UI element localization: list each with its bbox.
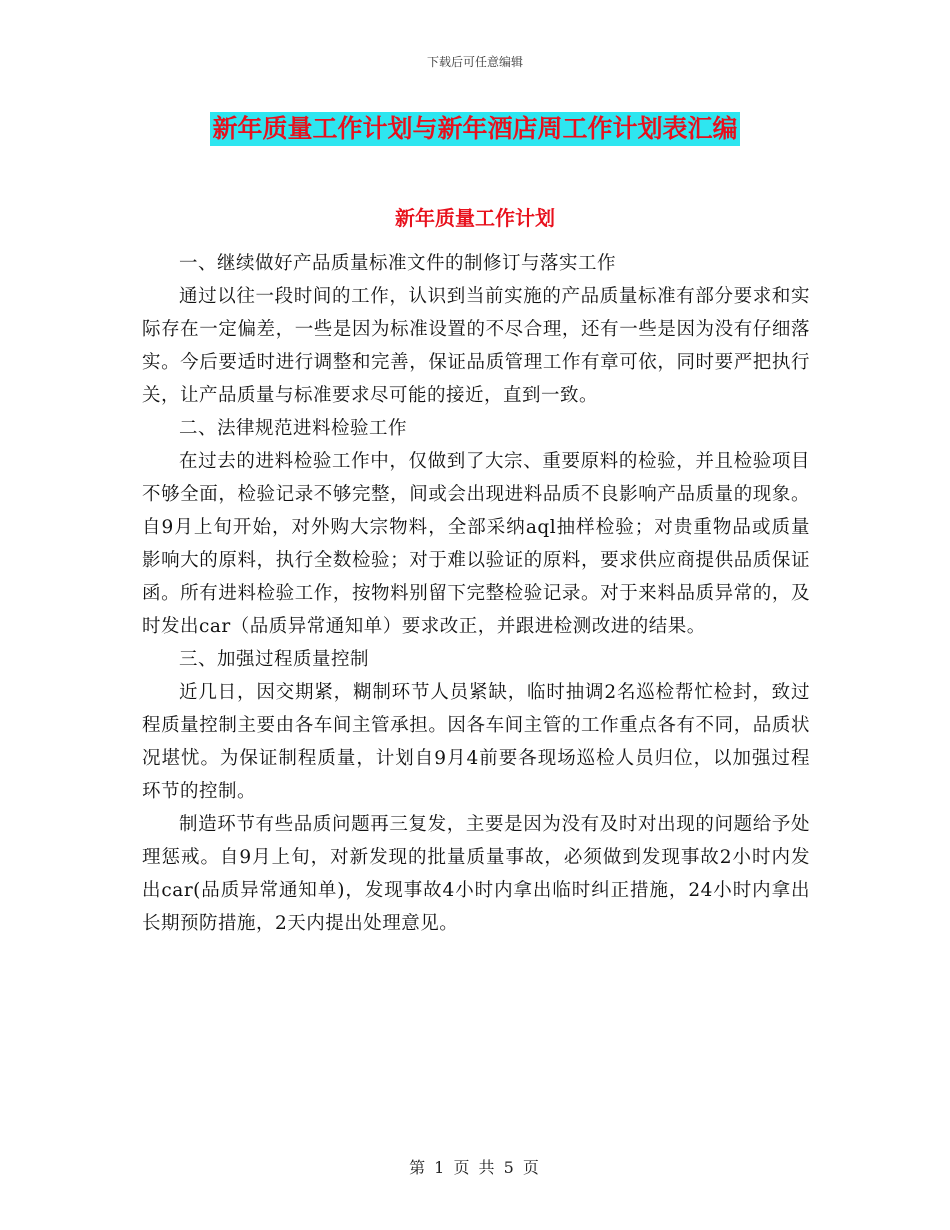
document-title: 新年质量工作计划与新年酒店周工作计划表汇编 bbox=[210, 112, 739, 146]
paragraph: 通过以往一段时间的工作，认识到当前实施的产品质量标准有部分要求和实际存在一定偏差，一些是因为标准设置的不尽合理，还有一些是因为没有仔细落实。今后要适时进行调整和完善，保证品质管理工作有章可依，同时要严把执行关，让产品质量与标准要求尽可能的接近，直到一致。 bbox=[142, 286, 810, 406]
heading-item-2: 二、法律规范进料检验工作 bbox=[179, 418, 408, 439]
paragraph: 制造环节有些品质问题再三复发，主要是因为没有及时对出现的问题给予处理惩戒。自9月上旬，对新发现的批量质量事故，必须做到发现事故2小时内发出car(品质异常通知单)，发现事故4小时内拿出临时纠正措施，24小时内拿出长期预防措施，2天内提出处理意见。 bbox=[142, 814, 810, 934]
heading-item-1: 一、继续做好产品质量标准文件的制修订与落实工作 bbox=[179, 253, 617, 274]
page-number: 第 1 页 共 5 页 bbox=[409, 1158, 541, 1177]
download-note: 下载后可任意编辑 bbox=[426, 55, 523, 69]
paragraph: 近几日，因交期紧，糊制环节人员紧缺，临时抽调2名巡检帮忙检封，致过程质量控制主要由各车间主管承担。因各车间主管的工作重点各有不同，品质状况堪忧。为保证制程质量，计划自9月4前要各现场巡检人员归位，以加强过程环节的控制。 bbox=[142, 682, 810, 802]
title-container bbox=[0, 112, 950, 146]
document-body bbox=[142, 247, 810, 940]
heading-item-3: 三、加强过程质量控制 bbox=[179, 649, 370, 670]
section-title: 新年质量工作计划 bbox=[395, 206, 555, 230]
paragraph: 在过去的进料检验工作中，仅做到了大宗、重要原料的检验，并且检验项目不够全面，检验记录不够完整，间或会出现进料品质不良影响产品质量的现象。自9月上旬开始，对外购大宗物料，全部采纳aql抽样检验；对贵重物品或质量影响大的原料，执行全数检验；对于难以验证的原料，要求供应商提供品质保证函。所有进料检验工作，按物料别留下完整检验记录。对于来料品质异常的，及时发出car（品质异常通知单）要求改正，并跟进检测改进的结果。 bbox=[142, 451, 810, 637]
